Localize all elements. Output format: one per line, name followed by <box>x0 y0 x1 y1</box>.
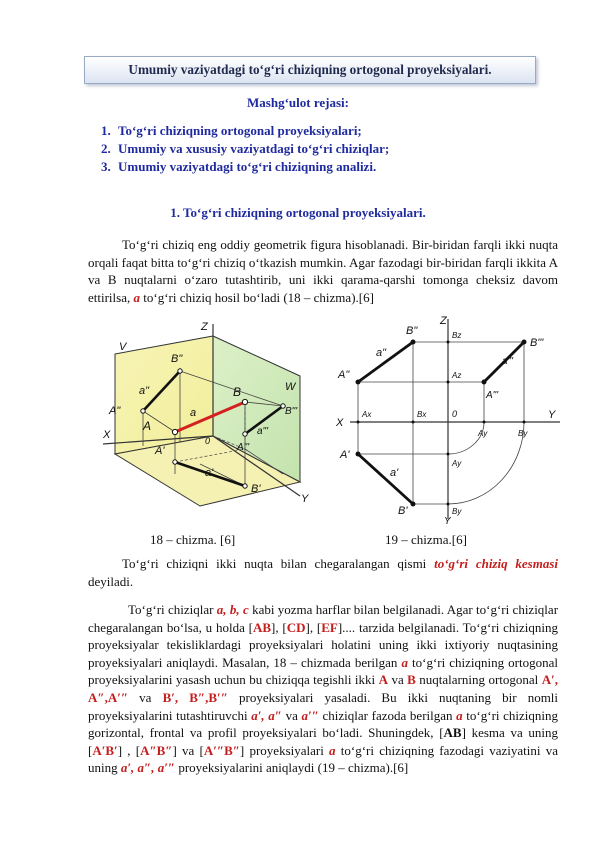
segment-term: to‘g‘ri chiziq kesmasi <box>434 556 559 571</box>
symbol: a <box>401 654 408 670</box>
plan-item-text: Umumiy vaziyatdagi to‘g‘ri chiziqning analizi. <box>118 159 377 174</box>
label-y-right: Y <box>548 409 556 421</box>
title-banner <box>84 56 536 84</box>
label-o: 0 <box>205 436 211 446</box>
symbol: a′, a″ <box>251 707 282 723</box>
plan-item-1 <box>101 123 389 141</box>
label-ax: Ax <box>362 410 372 419</box>
plan-item-number: 1. <box>101 123 111 138</box>
label-a3-line: a"' <box>257 426 269 437</box>
intro-text-end: to‘g‘ri chiziq hosil bo‘ladi (18 – chizma).[6] <box>143 289 374 305</box>
text-run: va <box>139 689 152 705</box>
label-x: X <box>336 417 344 429</box>
segment-text-end: deyiladi. <box>88 573 134 589</box>
text-run: proyeksiyalarini aniqlaydi (19 – chizma).[6] <box>178 760 409 776</box>
section-heading: 1. To‘g‘ri chiziqning ortogonal proyeksiyalari. <box>170 205 426 220</box>
intro-text: To‘g‘ri chiziq eng oddiy geometrik figura hisoblanadi. Bir-biridan farqli ikki nuqta orqali faqat bitta to‘g‘ri chiziq o‘tkazish mumkin. Agar fazodagi bir-biridan farqli ikkita A va B nuqtalarni o‘zaro tutashtirib, uni ikki qarama-qarshi tomonga cheksiz davom ettirilsa, <box>88 237 558 305</box>
label-v: V <box>119 341 127 353</box>
label-a3: A"' <box>486 390 499 401</box>
label-b1: B' <box>251 483 261 495</box>
page-title: Umumiy vaziyatdagi to‘g‘ri chiziqning ortogonal proyeksiyalari. <box>128 62 492 77</box>
segment-text: To‘g‘ri chiziqni ikki nuqta bilan chegaralangan qismi <box>122 556 427 571</box>
text-run: va <box>391 672 404 688</box>
text-run: to‘g‘ri chiziqning gorizontal, frontal va profil proyeksiyalari bo‘ladi. Shuningdek, [ <box>88 707 559 741</box>
text-run: To‘g‘ri chiziqlar <box>128 602 214 617</box>
symbol: B′, B″,B′″ <box>162 689 228 705</box>
symbol: a <box>329 742 336 758</box>
projection-a1 <box>358 454 413 504</box>
text-run: ], [ <box>271 619 287 635</box>
plan-item-number: 3. <box>101 159 111 174</box>
paragraph-notation <box>88 601 558 777</box>
label-b2: B" <box>171 353 183 365</box>
paragraph-intro <box>88 236 558 306</box>
plan-item-text: To‘g‘ri chiziqning ortogonal proyeksiyalari; <box>118 123 362 138</box>
plan-list <box>101 123 389 177</box>
label-a1-line: a' <box>390 467 399 479</box>
label-b: B <box>233 385 242 399</box>
plan-title: Mashg‘ulot rejasi: <box>247 95 349 110</box>
label-x: X <box>103 429 111 441</box>
symbol: CD <box>286 619 306 635</box>
symbol: A′B′ <box>92 742 118 758</box>
plan-item-3 <box>101 159 389 177</box>
label-a2-line: a" <box>376 347 387 359</box>
label-a3: A"' <box>237 442 250 453</box>
plan-item-2 <box>101 141 389 159</box>
line-symbol: a <box>133 289 140 305</box>
label-bz: Bz <box>452 331 462 340</box>
label-b1: B' <box>398 505 408 517</box>
label-z: Z <box>440 315 447 327</box>
symbol: a, b, c <box>216 602 249 617</box>
text-run: ] proyeksiyalari <box>239 742 324 758</box>
paragraph-segment <box>88 555 558 590</box>
label-a-line: a <box>190 407 197 419</box>
symbol: EF <box>321 619 338 635</box>
symbol: a′″ <box>157 760 176 776</box>
text-run: ] va [ <box>172 742 204 758</box>
label-a1: A' <box>340 449 350 461</box>
label-a1: A' <box>155 445 165 457</box>
label-w: W <box>285 381 296 393</box>
label-b3: B"' <box>285 406 298 417</box>
text-run: ] kesma va uning [ <box>88 725 559 758</box>
symbol: A <box>378 672 388 688</box>
text-run: proyeksiyalari yasaladi. Bu ikki nuqtaning bir nomli proyeksiyalarini tutashtiruvchi <box>88 689 559 723</box>
symbol: a′″ <box>301 707 319 723</box>
label-a: A <box>143 419 152 433</box>
label-a2: A" <box>338 369 350 381</box>
text-run: ] , [ <box>117 742 141 758</box>
label-a3-line: a"' <box>502 356 514 367</box>
label-a2-line: a" <box>139 385 150 397</box>
plane-v <box>115 336 213 454</box>
label-ay: Ay <box>478 429 488 438</box>
symbol: A′, A″,A′″ <box>88 672 559 705</box>
label-az: Az <box>452 371 462 380</box>
figure-19-caption: 19 – chizma.[6] <box>385 532 467 547</box>
symbol: AB <box>252 619 272 635</box>
label-a1-line: a' <box>205 467 214 479</box>
figure-18 <box>95 314 335 524</box>
label-ay2: Ay <box>452 459 462 468</box>
text-run: va <box>285 707 298 723</box>
text-run: nuqtalarning ortogonal <box>419 672 539 688</box>
label-o: 0 <box>452 409 458 419</box>
figure-19 <box>330 314 565 524</box>
label-z: Z <box>201 321 208 333</box>
text-run: ], [ <box>305 619 322 635</box>
symbol: a <box>456 707 463 723</box>
label-bx: Bx <box>417 410 427 419</box>
label-y-bottom: Y <box>444 516 451 524</box>
text-run: kabi yozma harflar bilan belgilanadi. Agar to‘g‘ri chiziqlar chegaralangan bo‘lsa, u holda [ <box>88 602 559 635</box>
plan-item-number: 2. <box>101 141 111 156</box>
figure-18-caption: 18 – chizma. [6] <box>150 532 236 547</box>
text-run: to‘g‘ri chiziqning ortogonal proyeksiyalarini yasash uchun bu chiziqqa tegishli ikki <box>88 654 559 688</box>
text-run: ].... tarzida belgilanadi. To‘g‘ri chiziqning proyeksiyalar tekisliklardagi proyeksiyalari holatini uning ikki ixtiyoriy nuqtasining proyeksiyalari aniqlaydi. Masalan, 18 – chizmada berilgan <box>88 619 558 670</box>
label-by2: By <box>452 507 462 516</box>
label-b3: B"' <box>530 337 544 349</box>
plan-item-text: Umumiy va xususiy vaziyatdagi to‘g‘ri chiziqlar; <box>118 141 390 156</box>
symbol: A″B″ <box>140 742 173 758</box>
text-run: chiziqlar fazoda berilgan <box>322 707 453 723</box>
label-b2: B" <box>406 325 418 337</box>
label-by: By <box>518 429 528 438</box>
symbol: a′, a″, <box>120 760 155 776</box>
text-run: to‘g‘ri chiziqning fazodagi vaziyatini va uning <box>88 742 558 776</box>
symbol: A′″B″ <box>203 742 240 758</box>
symbol: AB <box>443 725 462 741</box>
symbol: B <box>407 672 416 688</box>
label-a2: A" <box>109 405 121 417</box>
label-y: Y <box>301 493 309 505</box>
